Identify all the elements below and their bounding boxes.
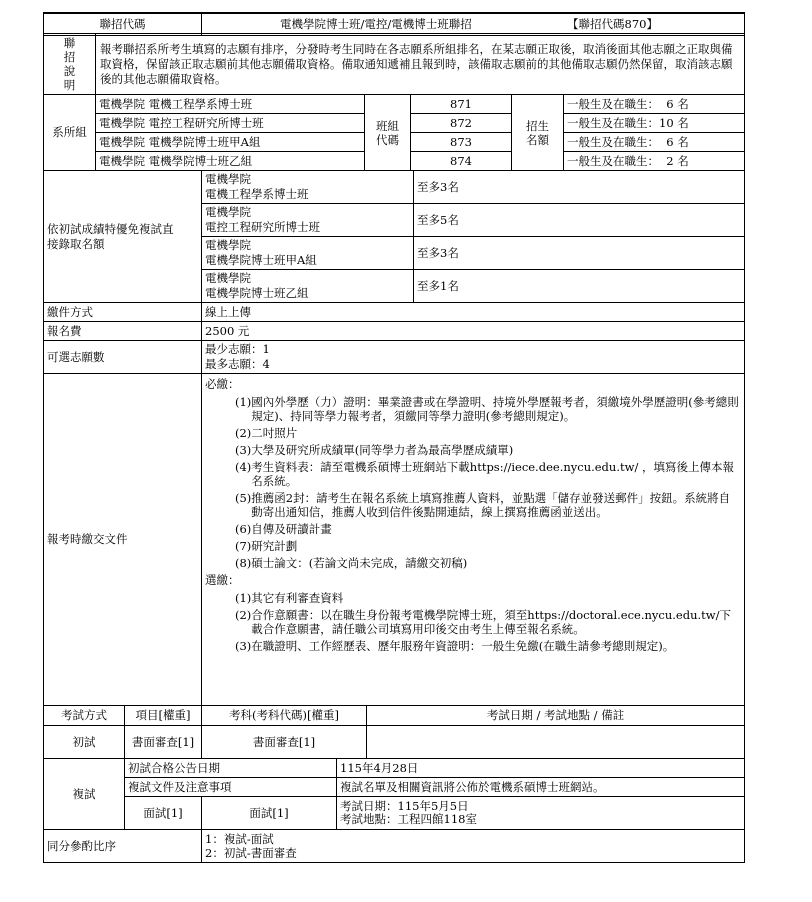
second-exam-label: 複試 bbox=[44, 759, 125, 830]
fee-label: 報名費 bbox=[44, 322, 202, 341]
required-item: (5) 推薦函2封：請考生在報名系統上填寫推薦人資料，並點選「儲存並發送郵件」按鈕。系統將自動寄出通知信，推薦人收到信件後點開連結，線上撰寫推薦函並送出。 bbox=[235, 491, 731, 519]
groups-label: 系所組 bbox=[44, 95, 96, 171]
group-name-873: 電機學院 電機學院博士班甲A組 bbox=[96, 133, 365, 152]
exam-h-subject: 考科(考科代碼)[權重] bbox=[202, 706, 367, 726]
group-quota-label: 招生名額 bbox=[512, 95, 564, 171]
direct-group: 電機學院 電控工程研究所博士班 bbox=[202, 204, 414, 237]
direct-group: 電機學院 電機學院博士班甲A組 bbox=[202, 237, 414, 270]
group-quota: 一般生及在職生： 6 名 bbox=[564, 95, 745, 114]
first-exam-subject: 書面審查[1] bbox=[202, 726, 367, 759]
first-exam-note bbox=[367, 726, 745, 759]
notice-text: 報考聯招系所考生填寫的志願有排序，分發時考生同時在各志願系所組排名，在某志願正取後，取消後面其他志願之正取與備取資格，保留該正取志願前其他志願備取資格。備取通知遞補且報到時，該備取志願前的其他備取志願仍然保留，取消該志願後的其他志願備取資格。 bbox=[96, 34, 745, 95]
exam-h-date: 考試日期 / 考試地點 / 備註 bbox=[367, 706, 745, 726]
optional-item: (3) 在職證明、工作經歷表、歷年服務年資證明：一般生免繳(在職生請參考總則規定)。 bbox=[235, 639, 675, 653]
required-item: (1) 國內外學歷（力）證明：畢業證書或在學證明、持境外學歷報考者，須繳境外學歷證明(參考總則規定)、持同等學力報考者，須繳同等學力證明(參考總則規定)。 bbox=[235, 395, 739, 423]
second-exam-subject: 面試[1] bbox=[202, 797, 337, 830]
group-name-872: 電機學院 電控工程研究所博士班 bbox=[96, 114, 365, 133]
code-label: 聯招代碼 bbox=[44, 13, 202, 35]
joint-code: 【聯招代碼870】 bbox=[567, 17, 658, 31]
required-item: (8) 碩士論文：(若論文尚未完成，請繳交初稿) bbox=[235, 556, 468, 570]
group-code: 872 bbox=[411, 114, 512, 133]
group-code: 874 bbox=[411, 152, 512, 171]
group-quota: 一般生及在職生：10 名 bbox=[564, 114, 745, 133]
second-docs-label: 複試文件及注意事項 bbox=[125, 778, 337, 797]
second-exam-item: 面試[1] bbox=[125, 797, 202, 830]
direct-group: 電機學院 電機工程學系博士班 bbox=[202, 171, 414, 204]
group-code: 873 bbox=[411, 133, 512, 152]
second-docs-value: 複試名單及相關資訊將公佈於電機系碩博士班網站。 bbox=[337, 778, 745, 797]
notice-label: 聯招說明 bbox=[44, 34, 96, 95]
payment-value: 線上上傳 bbox=[202, 303, 745, 322]
announce-label: 初試合格公告日期 bbox=[125, 759, 337, 778]
announce-value: 115年4月28日 bbox=[337, 759, 745, 778]
group-code-label: 班組代碼 bbox=[365, 95, 411, 171]
required-item: (7) 研究計劃 bbox=[235, 539, 298, 553]
header-title-cell bbox=[202, 13, 745, 35]
tiebreak-label: 同分參酌比序 bbox=[44, 830, 202, 863]
direct-table bbox=[43, 170, 745, 303]
direct-group: 電機學院 電機學院博士班乙組 bbox=[202, 270, 414, 303]
groups-table bbox=[43, 94, 745, 171]
optional-label: 選繳： bbox=[205, 573, 240, 587]
fee-value: 2500 元 bbox=[202, 322, 745, 341]
info-table bbox=[43, 302, 745, 706]
choices-value: 最少志願：1 最多志願：4 bbox=[202, 341, 745, 374]
group-quota: 一般生及在職生： 2 名 bbox=[564, 152, 745, 171]
direct-count: 至多5名 bbox=[414, 204, 745, 237]
required-item: (4) 考生資料表：請至電機系碩博士班網站下載https://iece.dee.nycu.edu.tw/ ，填寫後上傳本報名系統。 bbox=[235, 460, 734, 488]
docs-content bbox=[202, 374, 745, 706]
first-exam-label: 初試 bbox=[44, 726, 125, 759]
required-item: (6) 自傳及研讀計畫 bbox=[235, 522, 332, 536]
required-label: 必繳： bbox=[205, 377, 240, 391]
exam-table bbox=[43, 705, 745, 863]
header-table bbox=[43, 12, 745, 36]
direct-label: 依初試成績特優免複試直接錄取名額 bbox=[44, 171, 202, 303]
group-name-871: 電機學院 電機工程學系博士班 bbox=[96, 95, 365, 114]
required-item: (3) 大學及研究所成績單(同等學力者為最高學歷成績單) bbox=[235, 443, 514, 457]
tiebreak-value: 1：複試-面試 2：初試-書面審查 bbox=[202, 830, 745, 863]
group-name-874: 電機學院 電機學院博士班乙組 bbox=[96, 152, 365, 171]
optional-item: (2) 合作意願書：以在職生身份報考電機學院博士班，須至https://doctoral.ece.nycu.edu.tw/下載合作意願書，請任職公司填寫用印後交由考生上傳至報名系統。 bbox=[235, 608, 731, 636]
direct-count: 至多3名 bbox=[414, 237, 745, 270]
payment-label: 繳件方式 bbox=[44, 303, 202, 322]
first-exam-item: 書面審查[1] bbox=[125, 726, 202, 759]
page-title: 電機學院博士班/電控/電機博士班聯招 bbox=[280, 17, 472, 31]
exam-h-item: 項目[權重] bbox=[125, 706, 202, 726]
required-item: (2) 二吋照片 bbox=[235, 426, 298, 440]
group-quota: 一般生及在職生： 6 名 bbox=[564, 133, 745, 152]
group-code: 871 bbox=[411, 95, 512, 114]
docs-label: 報考時繳交文件 bbox=[44, 374, 202, 706]
notice-table bbox=[43, 33, 745, 95]
second-exam-date-place: 考試日期：115年5月5日 考試地點：工程四館118室 bbox=[337, 797, 745, 830]
exam-h-method: 考試方式 bbox=[44, 706, 125, 726]
choices-label: 可選志願數 bbox=[44, 341, 202, 374]
direct-count: 至多1名 bbox=[414, 270, 745, 303]
optional-item: (1) 其它有利審查資料 bbox=[235, 591, 344, 605]
direct-count: 至多3名 bbox=[414, 171, 745, 204]
